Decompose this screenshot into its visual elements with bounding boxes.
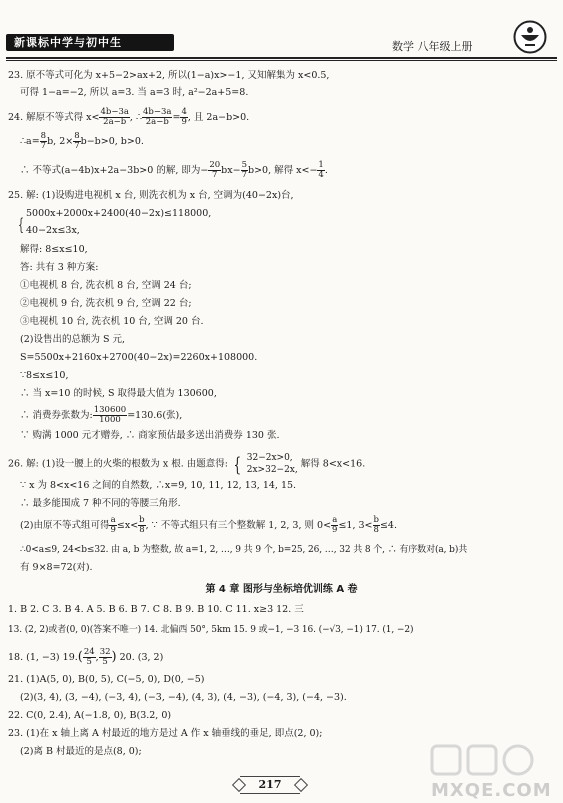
- q25-line4: 解得: 8≤x≤10,: [20, 244, 88, 255]
- brand-banner: 新课标中学与初中生: [6, 34, 174, 51]
- q25-line7: ②电视机 9 台, 洗衣机 9 台, 空调 22 台;: [20, 298, 192, 309]
- answers-13-17: 13. (2, 2)或者(0, 0)(答案不唯一) 14. 北偏西 50°, 5km 15. 9 或−1, −3 16. (−√3, −1) 17. (1, −2): [8, 625, 414, 635]
- q23-line1: 23. 原不等式可化为 x+5−2>ax+2, 所以(1−a)x>−1, 又知解集为 x<0.5,: [8, 70, 330, 81]
- answer-21-part1: 21. (1)A(5, 0), B(0, 5), C(−5, 0), D(0, −5): [8, 674, 205, 685]
- q26-line4: (2)由原不等式组可得 $\frac{a}{9}$ ≤x< $\frac{b}{8}$ , ∵ 不等式组只有三个整数解 1, 2, 3, 则 0< $\frac{a}{9}$ ≤1, 3< $\frac{b}{8}$ ≤4.: [20, 515, 397, 535]
- header-rule-thin: [6, 60, 557, 61]
- q26-line1: 26. 解: (1)设一腰上的火柴的根数为 x 根. 由题意得: { 32−2x>0, 2x>32−2x, 解得 8<x<16.: [8, 452, 366, 476]
- q25-line10: S=5500x+2160x+2700(40−2x)=2260x+108000.: [20, 352, 258, 363]
- q25-line3: 40−2x≤3x,: [26, 225, 80, 236]
- answer-23-part2: (2)离 B 村最近的是点(8, 0);: [20, 746, 142, 757]
- q25-line9: (2)设售出的总额为 S 元,: [20, 334, 126, 345]
- q26-line3: ∴ 最多能围成 7 种不同的等腰三角形.: [20, 498, 181, 509]
- q25-line5: 答: 共有 3 种方案:: [20, 262, 99, 273]
- q26-line2: ∵ x 为 8<x<16 之间的自然数, ∴x=9, 10, 11, 12, 13, 14, 15.: [20, 480, 297, 491]
- q25-line1: 25. 解: (1)设购进电视机 x 台, 则洗衣机为 x 台, 空调为(40−2x)台,: [8, 190, 294, 201]
- watermark-text: MXQE.COM: [431, 780, 552, 801]
- q24-line3: ∴ 不等式(a−4b)x+2a−3b>0 的解, 即为− $\frac{20}{7}$ bx− $\frac{5}{7}$ b>0, 解得 x<− $\frac{1}{4}$ .: [20, 160, 328, 180]
- page-header: [0, 0, 563, 62]
- q25-line8: ③电视机 10 台, 洗衣机 10 台, 空调 20 台.: [20, 316, 204, 327]
- answer-22: 22. C(0, 2.4), A(−1.8, 0), B(3.2, 0): [8, 710, 172, 721]
- answers-18-20: 18. (1, −3) 19.( $\frac{24}{5}$ , $\frac{32}{5}$ ) 20. (3, 2): [8, 647, 164, 667]
- q25-line14: ∵ 购满 1000 元才赠券, ∴ 商家预估最多送出消费券 130 张.: [20, 430, 280, 441]
- q24-line1: 24. 解原不等式得 x< $\frac{4b-3a}{2a-b}$ , ∴ $\frac{4b-3a}{2a-b}$ = $\frac{4}{9}$ , 且 2a−b>0.: [8, 107, 250, 127]
- q25-line6: ①电视机 8 台, 洗衣机 8 台, 空调 24 台;: [20, 280, 192, 291]
- answer-21-part2: (2)(3, 4), (3, −4), (−3, 4), (−3, −4), (4, 3), (4, −3), (−4, 3), (−4, −3).: [20, 692, 347, 703]
- header-rule: [6, 57, 557, 59]
- emblem-icon: [513, 20, 547, 54]
- subject-label: 数学 八年级上册: [392, 40, 473, 53]
- answer-23-part1: 23. (1)在 x 轴上离 A 村最近的地方是过 A 作 x 轴垂线的垂足, 即点(2, 0);: [8, 728, 323, 739]
- answers-1-12: 1. B 2. C 3. B 4. A 5. B 6. B 7. C 8. B 9. B 10. C 11. x≥3 12. 三: [8, 604, 304, 615]
- q25-line13: ∴ 消费券张数为: $\frac{130600}{1000}$ =130.6(张),: [20, 405, 183, 425]
- q25-line2: 5000x+2000x+2400(40−2x)≤118000,: [26, 208, 212, 219]
- q25-system-brace: {: [18, 215, 24, 235]
- q23-line2: 可得 1−a=−2, 所以 a=3. 当 a=3 时, a²−2a+5=8.: [20, 87, 249, 98]
- q24-line2: ∴a= $\frac{8}{7}$ b, 2× $\frac{8}{7}$ b−b>0, b>0.: [20, 131, 144, 151]
- q25-line12: ∴ 当 x=10 的时候, S 取得最大值为 130600,: [20, 388, 217, 399]
- q26-line5: ∴0<a≤9, 24<b≤32. 由 a, b 为整数, 故 a=1, 2, …, 9 共 9 个, b=25, 26, …, 32 共 8 个, ∴ 有序数对(a, b)共: [20, 545, 468, 555]
- q25-line11: ∵8≤x≤10,: [20, 370, 69, 381]
- chapter-title: 第 4 章 图形与坐标培优训练 A 卷: [205, 584, 358, 595]
- q26-line6: 有 9×8=72(对).: [20, 562, 93, 573]
- page-number: 217: [240, 776, 300, 794]
